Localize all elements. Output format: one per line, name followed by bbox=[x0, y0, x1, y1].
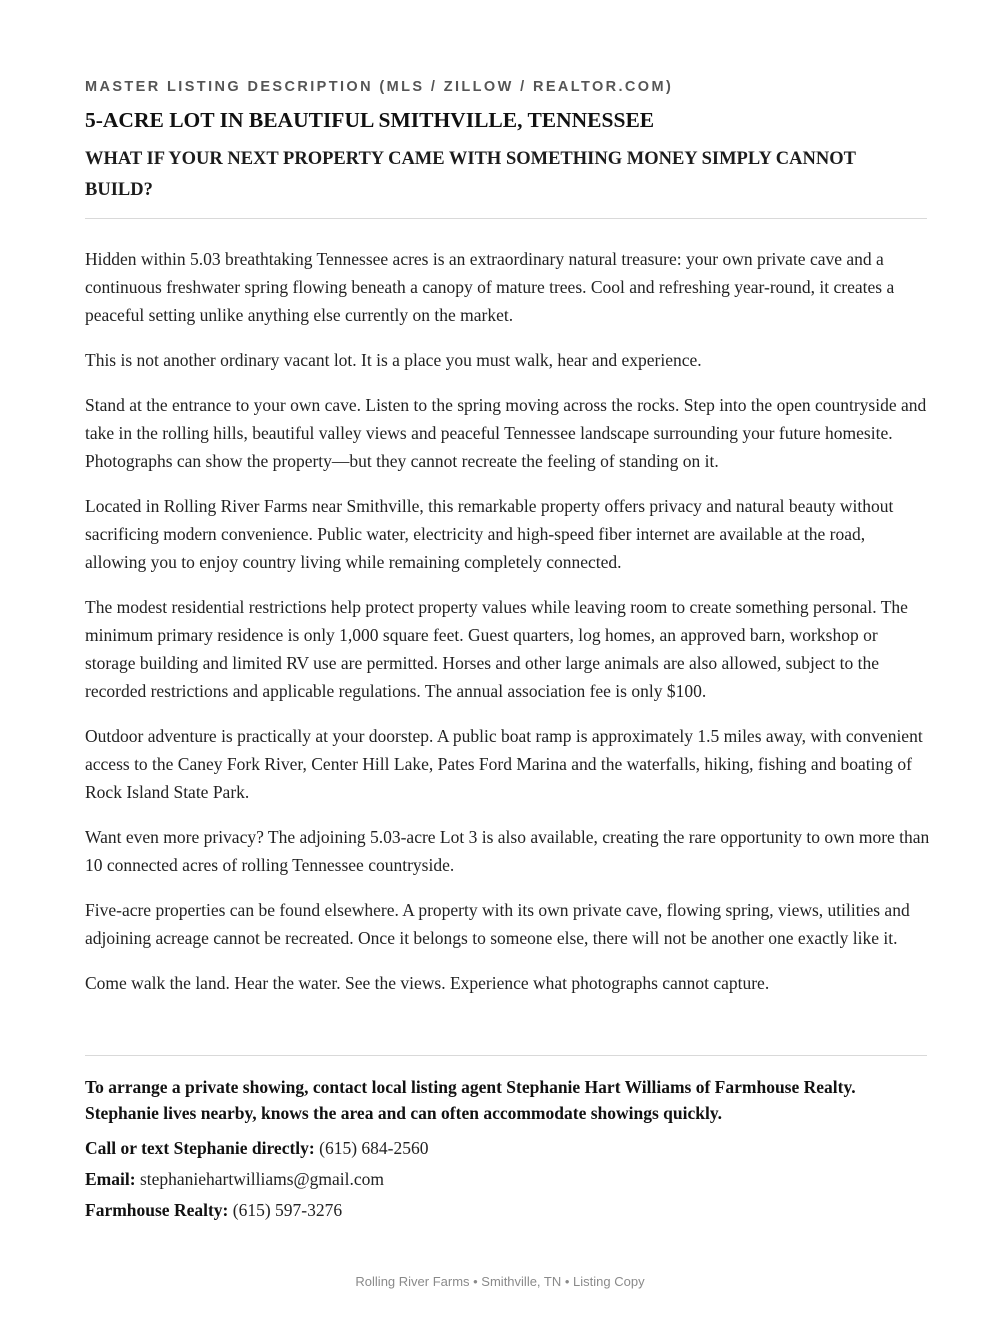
description-paragraph-5: The modest residential restrictions help protect property values while leaving room to create something personal. The minimum primary residence is only 1,000 square feet. Guest quarters, log homes, an approved barn, workshop or storage building and limited RV use are permitted. Horses and other large animals are also allowed, subject to the recorded restrictions and applicable regulations. The annual association fee is only $100. bbox=[85, 597, 908, 701]
contact-phone-label: Call or text Stephanie directly: bbox=[85, 1138, 315, 1158]
contact-office-line bbox=[85, 1195, 927, 1226]
description-paragraph-9: Come walk the land. Hear the water. See the views. Experience what photographs cannot capture. bbox=[85, 973, 770, 993]
listing-title: 5-ACRE LOT IN BEAUTIFUL SMITHVILLE, TENNESSEE bbox=[85, 108, 655, 132]
description-paragraph-7: Want even more privacy? The adjoining 5.03-acre Lot 3 is also available, creating the rare opportunity to own more than 10 connected acres of rolling Tennessee countryside. bbox=[85, 827, 930, 875]
description-paragraph-8: Five-acre properties can be found elsewhere. A property with its own private cave, flowing spring, views, utilities and adjoining acreage cannot be recreated. Once it belongs to someone else, there will not be another one exactly like it. bbox=[85, 900, 910, 948]
description-paragraph-2: This is not another ordinary vacant lot. It is a place you must walk, hear and experience. bbox=[85, 350, 702, 370]
description-paragraph-6: Outdoor adventure is practically at your doorstep. A public boat ramp is approximately 1.5 miles away, with convenient access to the Caney Fork River, Center Hill Lake, Pates Ford Marina and the waterfalls, hiking, fishing and boating of Rock Island State Park. bbox=[85, 726, 923, 802]
listing-eyebrow: MASTER LISTING DESCRIPTION (MLS / ZILLOW / REALTOR.COM) bbox=[85, 79, 674, 95]
contact-lead: To arrange a private showing, contact local listing agent Stephanie Hart Williams of Farmhouse Realty. Stephanie lives nearby, knows the area and can often accommodate showings quickly. bbox=[85, 1077, 856, 1123]
contact-office-label: Farmhouse Realty: bbox=[85, 1200, 229, 1220]
listing-description bbox=[85, 245, 930, 1014]
listing-subtitle: WHAT IF YOUR NEXT PROPERTY CAME WITH SOMETHING MONEY SIMPLY CANNOT BUILD? bbox=[85, 149, 856, 200]
description-paragraph-4: Located in Rolling River Farms near Smithville, this remarkable property offers privacy and natural beauty without sacrificing modern convenience. Public water, electricity and high-speed fiber internet are available at the road, allowing you to enjoy country living while remaining completely connected. bbox=[85, 496, 894, 572]
contact-phone-line bbox=[85, 1133, 927, 1164]
contact-email-label: Email: bbox=[85, 1169, 136, 1189]
contact-divider bbox=[85, 1055, 927, 1056]
header-divider bbox=[85, 218, 927, 219]
contact-phone-value[interactable]: (615) 684-2560 bbox=[319, 1138, 429, 1158]
page-footer: Rolling River Farms • Smithville, TN • Listing Copy bbox=[355, 1274, 645, 1289]
description-paragraph-3: Stand at the entrance to your own cave. Listen to the spring moving across the rocks. Step into the open countryside and take in the rolling hills, beautiful valley views and peaceful Tennessee landscape surrounding your future homesite. Photographs can show the property—but they cannot recreate the feeling of standing on it. bbox=[85, 395, 927, 471]
description-paragraph-1: Hidden within 5.03 breathtaking Tennessee acres is an extraordinary natural treasure: your own private cave and a continuous freshwater spring flowing beneath a canopy of mature trees. Cool and refreshing year-round, it creates a peaceful setting unlike anything else currently on the market. bbox=[85, 249, 895, 325]
contact-section bbox=[85, 1074, 927, 1226]
contact-email-line bbox=[85, 1164, 927, 1195]
contact-email-value[interactable]: stephaniehartwilliams@gmail.com bbox=[139, 1169, 384, 1189]
contact-office-value[interactable]: (615) 597-3276 bbox=[232, 1200, 343, 1220]
